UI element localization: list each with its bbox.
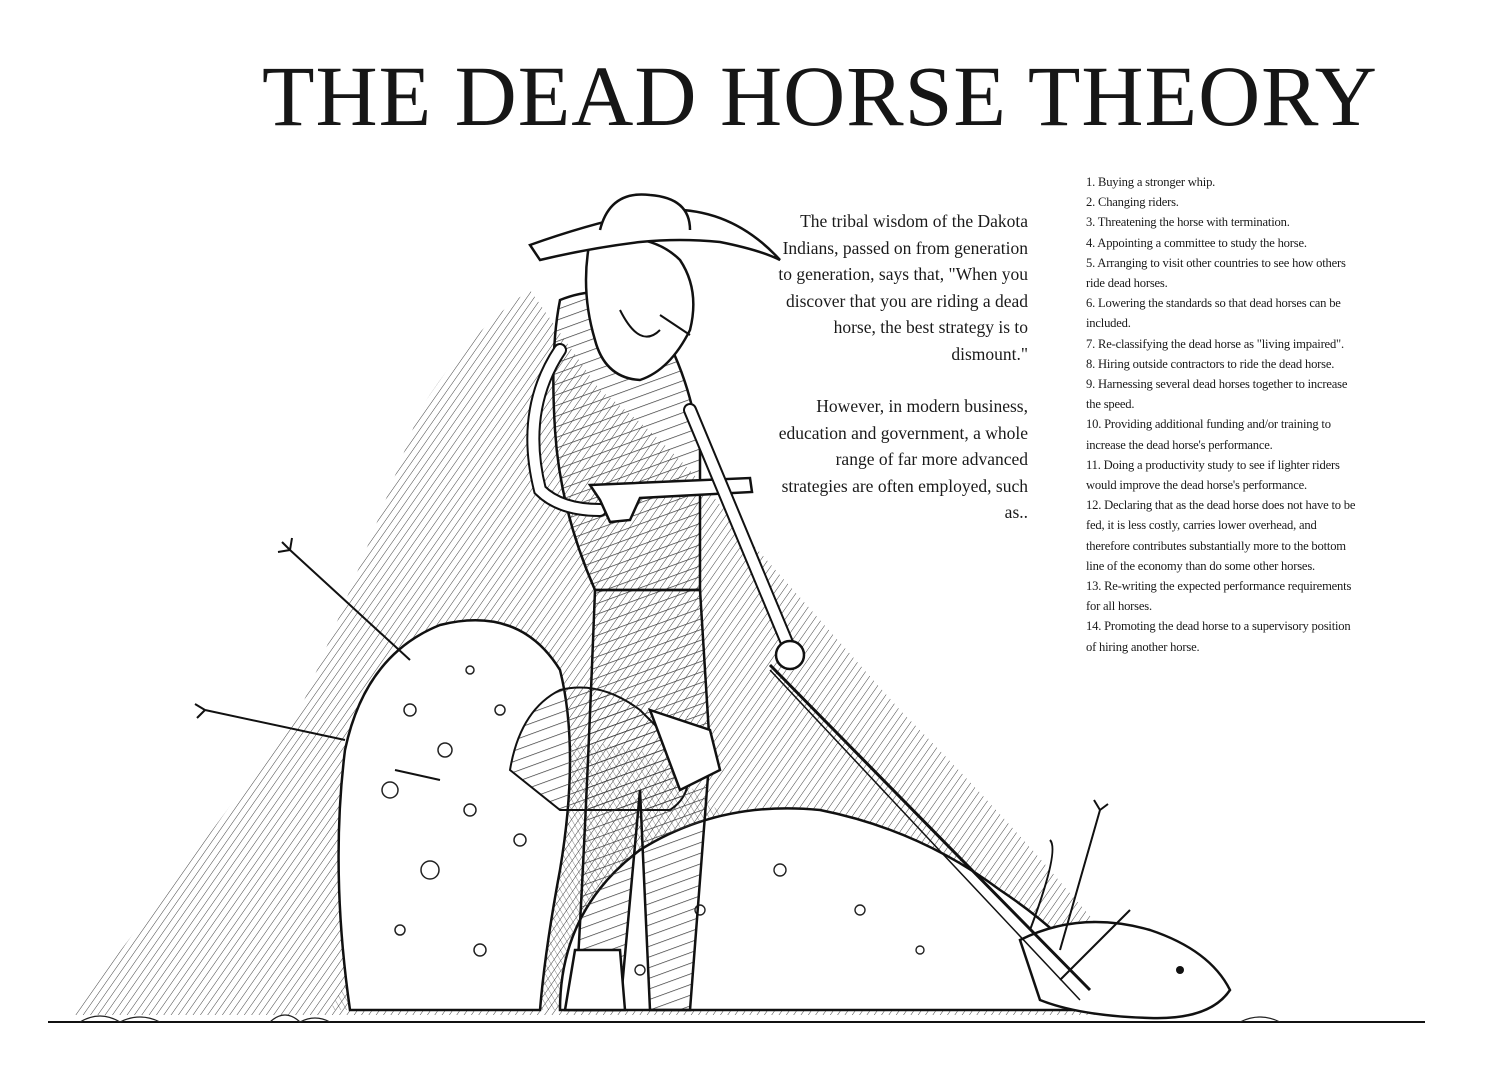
list-item: 12. Declaring that as the dead horse does not have to be fed, it is less costly, carries lower overhead, and therefore contributes substantially more to the bottom line of the economy than do some other horses. xyxy=(1086,498,1356,573)
list-item: 10. Providing additional funding and/or training to increase the dead horse's performance. xyxy=(1086,417,1331,452)
list-item: 7. Re-classifying the dead horse as "living impaired". xyxy=(1086,336,1344,351)
list-item: 5. Arranging to visit other countries to see how others ride dead horses. xyxy=(1086,255,1346,291)
intro-paragraph-strategies: However, in modern business, education and government, a whole range of far more advanced strategies are often employed, such as.. xyxy=(778,396,1028,522)
list-item: 13. Re-writing the expected performance requirements for all horses. xyxy=(1086,579,1352,614)
list-item: 2. Changing riders. xyxy=(1086,195,1179,210)
list-item: 3. Threatening the horse with termination. xyxy=(1086,215,1290,230)
list-item: 8. Hiring outside contractors to ride the dead horse. xyxy=(1086,356,1335,371)
list-item: 11. Doing a productivity study to see if lighter riders would improve the dead horse's performance. xyxy=(1086,457,1340,493)
list-item: 9. Harnessing several dead horses together to increase the speed. xyxy=(1086,377,1348,412)
intro-paragraph-wisdom: The tribal wisdom of the Dakota Indians, passed on from generation to generation, says that, "When you discover that you are riding a dead horse, the best strategy is to dismount." xyxy=(778,211,1028,364)
page-title: THE DEAD HORSE THEORY xyxy=(262,48,1378,144)
intro-text xyxy=(770,208,1028,526)
list-item: 14. Promoting the dead horse to a supervisory position of hiring another horse. xyxy=(1086,619,1351,654)
list-item: 1. Buying a stronger whip. xyxy=(1086,175,1216,189)
strategies-list xyxy=(1086,172,1356,657)
list-item: 4. Appointing a committee to study the horse. xyxy=(1086,235,1307,250)
list-item: 6. Lowering the standards so that dead horses can be included. xyxy=(1086,296,1341,331)
